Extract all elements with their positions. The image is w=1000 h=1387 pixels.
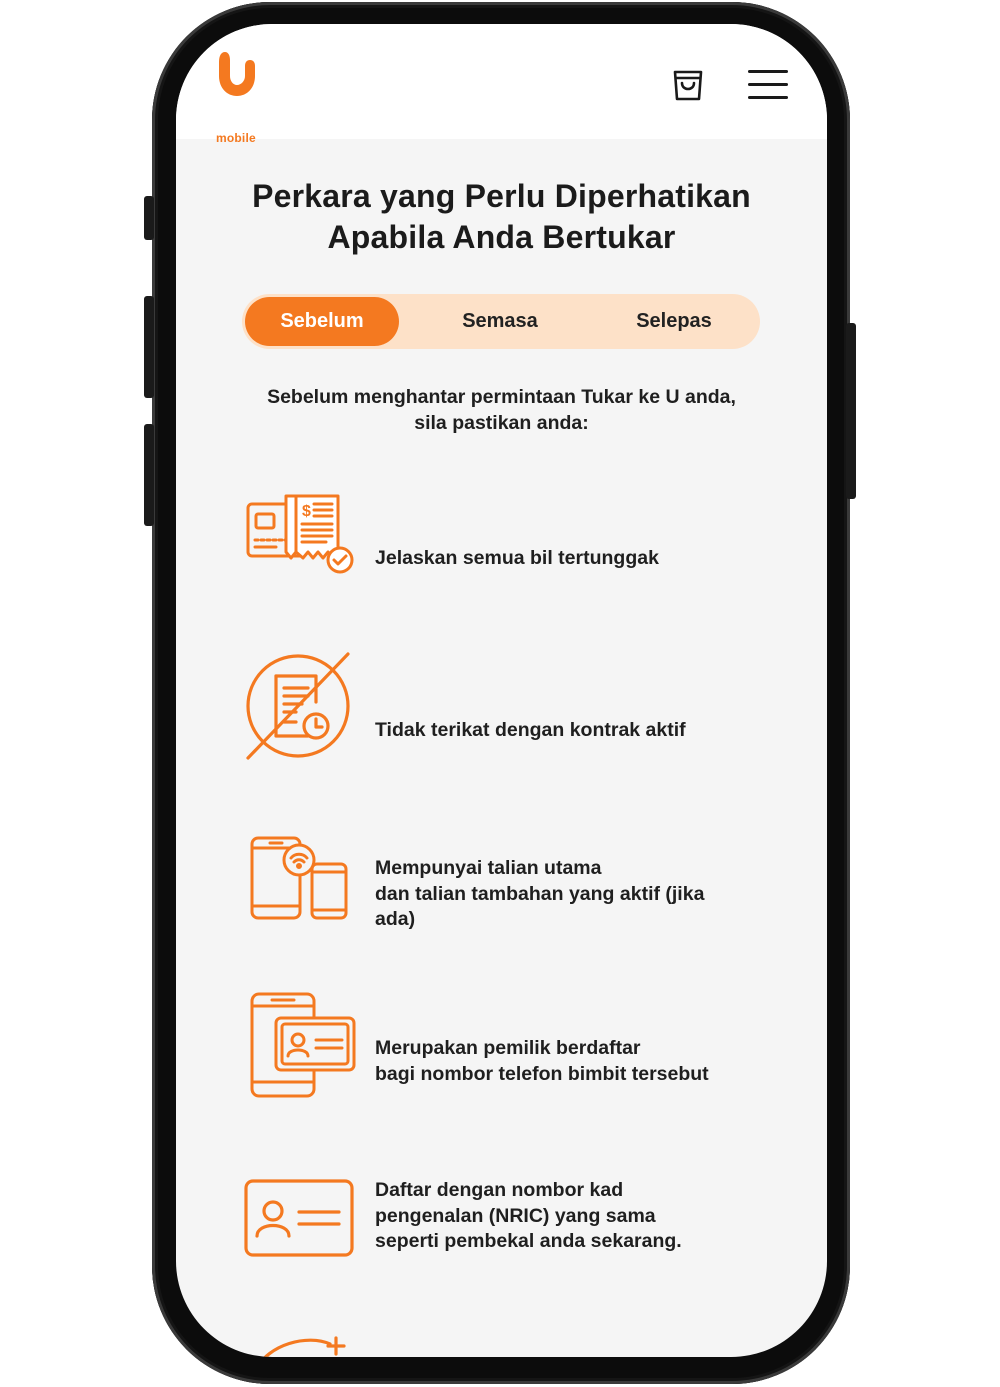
page-title-line-2: Apabila Anda Bertukar: [327, 219, 676, 255]
no-contract-icon: [244, 650, 356, 762]
checklist-item-line: pengenalan (NRIC) yang sama: [375, 1204, 656, 1227]
menu-bar-top: [748, 70, 788, 73]
checklist-item-text: [375, 1036, 775, 1087]
checklist-item-line: dan talian tambahan yang aktif (jika: [375, 882, 705, 905]
phone-volume-up-button: [144, 296, 154, 398]
phone-volume-down-button: [144, 424, 154, 526]
checklist-item-text: [375, 546, 775, 572]
checklist-item-line: bagi nombor telefon bimbit tersebut: [375, 1062, 709, 1085]
intro-line-1: Sebelum menghantar permintaan Tukar ke U anda,: [267, 386, 736, 408]
logo-wordmark: mobile: [216, 131, 256, 145]
page-title-line-1: Perkara yang Perlu Diperhatikan: [252, 178, 751, 214]
checklist-item-text: [375, 1178, 775, 1255]
intro-text: [216, 384, 787, 436]
menu-bar-middle: [748, 83, 788, 86]
tab-semasa[interactable]: Semasa: [462, 310, 538, 332]
phone-id-card-icon: [248, 990, 360, 1100]
checklist-item-line: Daftar dengan nombor kad: [375, 1179, 624, 1201]
checklist-item-text: [375, 856, 775, 933]
menu-bar-bottom: [748, 96, 788, 99]
phone-side-button: [144, 196, 154, 240]
u-mobile-logo[interactable]: [212, 50, 262, 145]
bill-receipt-check-icon: [246, 490, 358, 580]
checklist-item-line: Merupakan pemilik berdaftar: [375, 1037, 641, 1059]
clock-plus-icon: [248, 1330, 368, 1357]
tab-sebelum[interactable]: Sebelum: [245, 297, 399, 346]
id-card-icon: [243, 1178, 355, 1258]
phones-wifi-icon: [248, 834, 352, 924]
cart-button[interactable]: [670, 67, 706, 103]
checklist-item-line: Mempunyai talian utama: [375, 857, 602, 879]
shopping-bag-icon: [670, 67, 706, 103]
page-title: [216, 176, 787, 258]
tab-selepas[interactable]: Selepas: [636, 310, 712, 332]
checklist-item-line: ada): [375, 908, 416, 930]
checklist-item-line: Jelaskan semua bil tertunggak: [375, 547, 659, 569]
phone-power-button: [846, 323, 856, 499]
checklist-item-line: Tidak terikat dengan kontrak aktif: [375, 719, 686, 741]
svg-text:$: $: [302, 503, 311, 520]
u-logo-icon: [214, 50, 260, 98]
tab-switcher: [242, 294, 760, 349]
phone-screen: [176, 24, 827, 1357]
top-bar: [176, 24, 827, 145]
checklist-item-text: [375, 718, 775, 744]
checklist-item-line: seperti pembekal anda sekarang.: [375, 1230, 682, 1252]
hamburger-menu-button[interactable]: [748, 68, 790, 102]
intro-line-2: sila pastikan anda:: [414, 412, 589, 434]
